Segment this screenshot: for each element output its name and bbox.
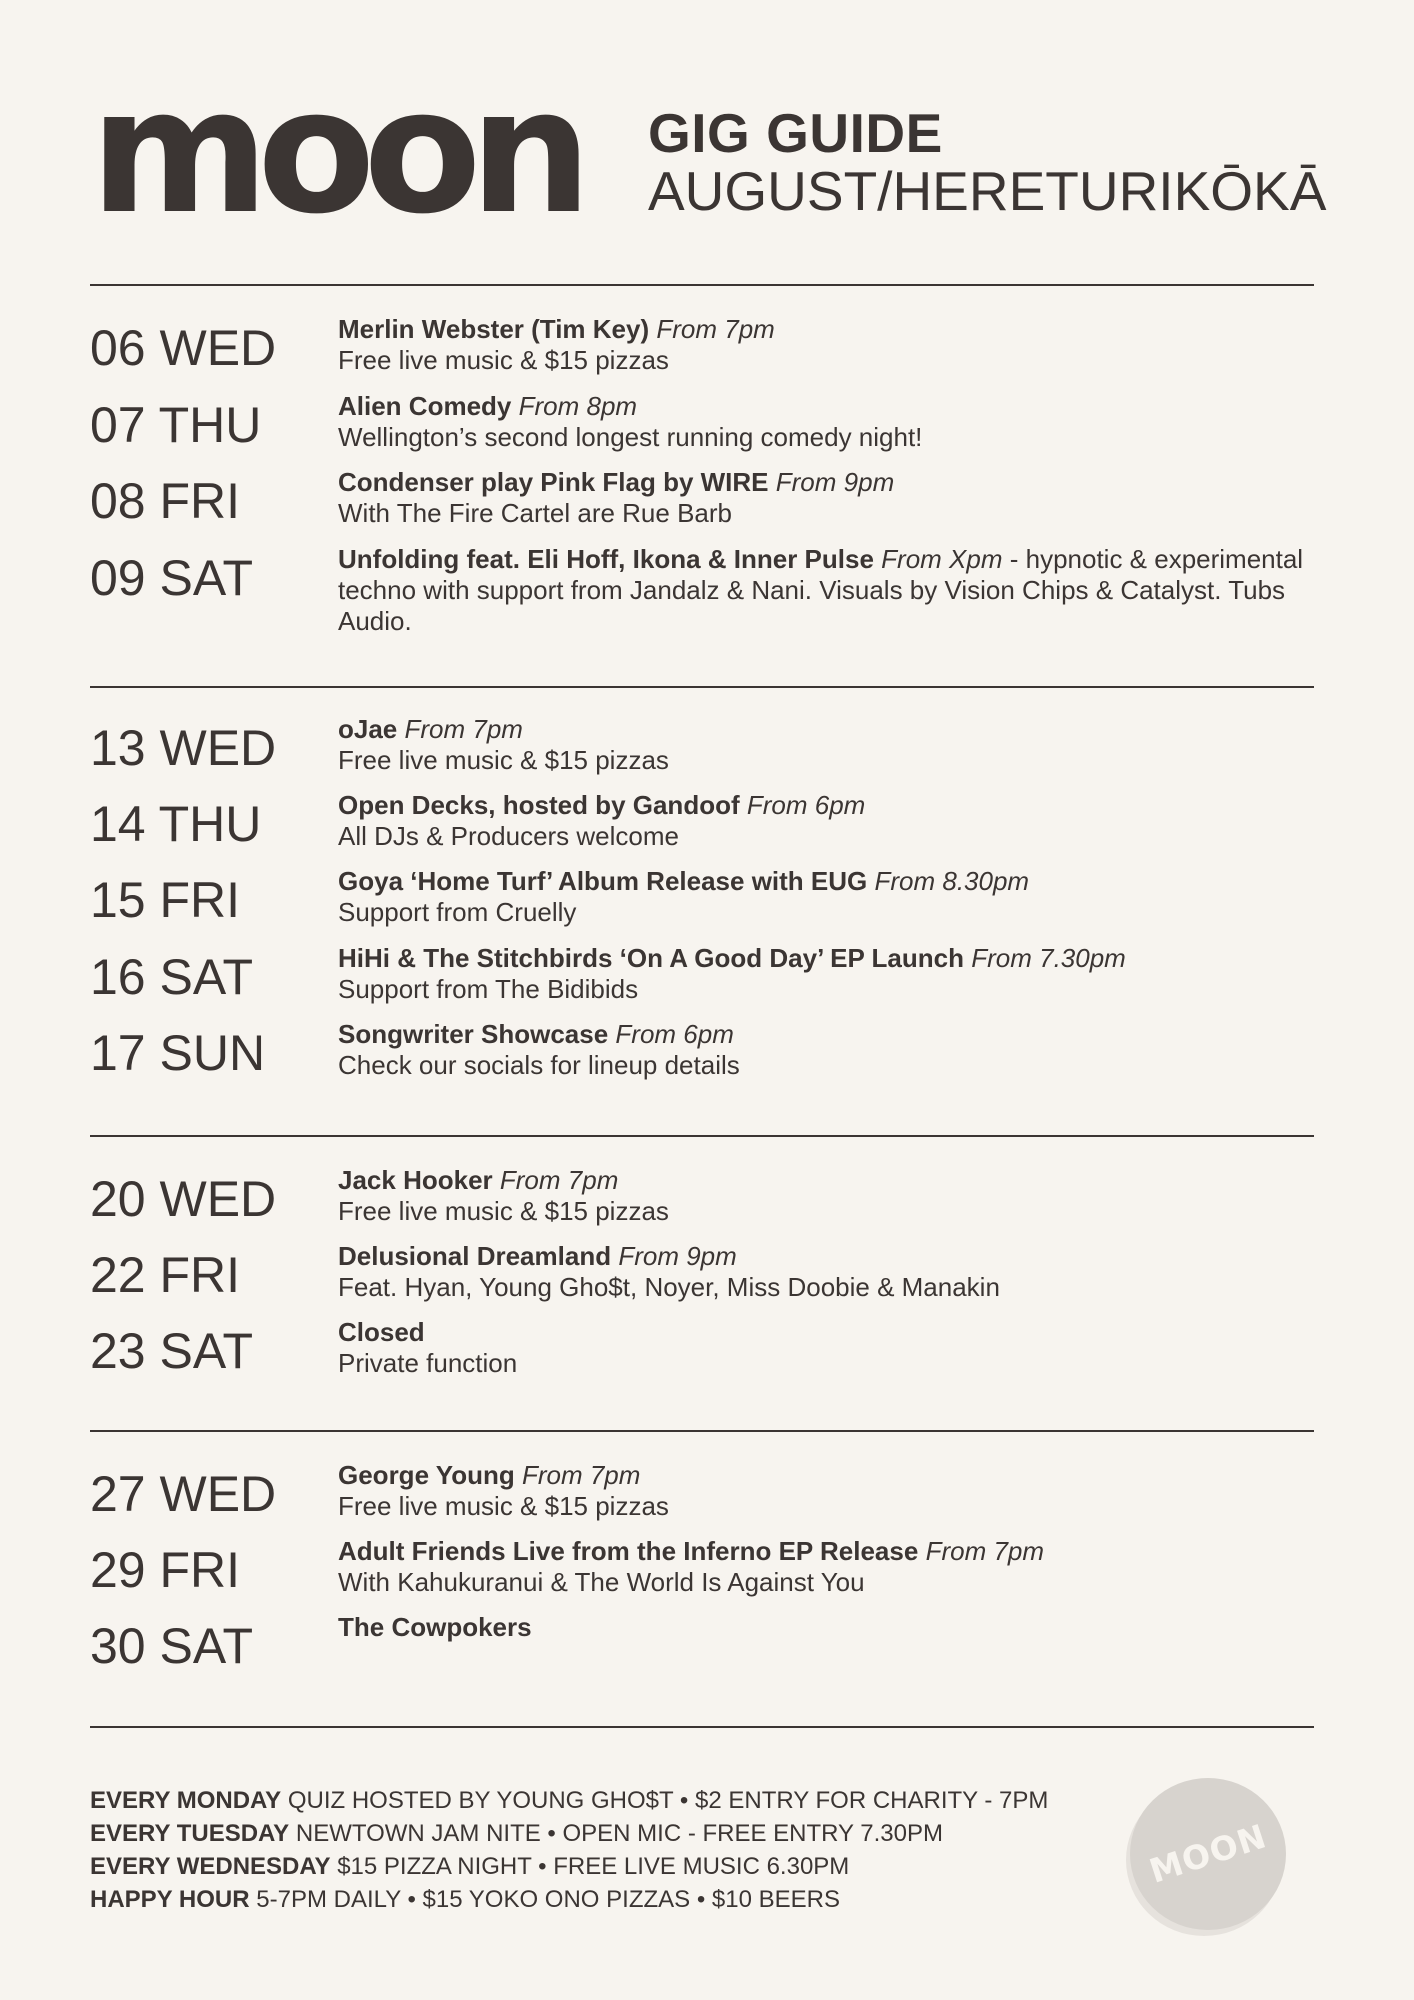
bottom-divider — [90, 1726, 1314, 1728]
gig-date: 27 WED — [90, 1466, 277, 1522]
gig-description: Check our socials for lineup details — [338, 1050, 740, 1080]
gig-description: Free live music & $15 pizzas — [338, 1196, 669, 1226]
gig-name: Open Decks, hosted by Gandoof — [338, 790, 740, 820]
gig-info — [338, 1612, 1338, 1643]
gig-name: George Young — [338, 1460, 515, 1490]
week-section — [90, 686, 1314, 1081]
gig-date: 29 FRI — [90, 1542, 241, 1598]
gig-description: All DJs & Producers welcome — [338, 821, 679, 851]
week-section — [90, 1430, 1314, 1674]
gig-description: With The Fire Cartel are Rue Barb — [338, 498, 732, 528]
gig-info — [338, 790, 1338, 852]
gig-time: From 9pm — [618, 1241, 737, 1271]
gig-time: From 6pm — [615, 1019, 734, 1049]
page-subtitle: AUGUST/HERETURIKŌKĀ — [648, 160, 1327, 222]
gig-headline — [338, 1536, 1338, 1567]
gig-name: Closed — [338, 1317, 425, 1347]
gig-time: From 6pm — [746, 790, 866, 820]
gig-date: 06 WED — [90, 320, 277, 376]
gig-info — [338, 1460, 1338, 1522]
gig-date: 23 SAT — [90, 1323, 254, 1379]
gig-headline — [338, 391, 1338, 422]
gig-extra: - hypnotic & experimental techno with support from Jandalz & Nani. Visuals by Vision Chips & Catalyst. Tubs Audio. — [338, 544, 1304, 636]
gig-date: 15 FRI — [90, 872, 241, 928]
gig-info — [338, 314, 1338, 376]
gig-headline — [338, 943, 1338, 974]
gig-info — [338, 1317, 1338, 1379]
special-line: EVERY MONDAY QUIZ HOSTED BY YOUNG GHO$T • $2 ENTRY FOR CHARITY - 7PM — [90, 1787, 1049, 1814]
gig-name: oJae — [338, 714, 398, 744]
gig-name: Unfolding feat. Eli Hoff, Ikona & Inner Pulse — [338, 544, 874, 574]
gig-time: From 7pm — [499, 1165, 619, 1195]
gig-name: The Cowpokers — [338, 1612, 532, 1642]
gig-description: Free live music & $15 pizzas — [338, 1491, 669, 1521]
gig-info — [338, 1165, 1338, 1227]
week-section — [90, 284, 1314, 636]
gig-name: Merlin Webster (Tim Key) — [338, 314, 650, 344]
gig-name: Songwriter Showcase — [338, 1019, 609, 1049]
gig-description: Feat. Hyan, Young Gho$t, Noyer, Miss Doobie & Manakin — [338, 1272, 1000, 1302]
gig-description: Support from Cruelly — [338, 897, 577, 927]
gig-date: 13 WED — [90, 720, 277, 776]
gig-info — [338, 544, 1338, 637]
gig-name: HiHi & The Stitchbirds ‘On A Good Day’ EP Launch — [338, 943, 964, 973]
gig-date: 30 SAT — [90, 1618, 254, 1674]
gig-description: Free live music & $15 pizzas — [338, 745, 669, 775]
gig-name: Adult Friends Live from the Inferno EP Release — [338, 1536, 919, 1566]
gig-info — [338, 467, 1338, 529]
gig-description: Private function — [338, 1348, 518, 1378]
gig-time: From 8pm — [518, 391, 638, 421]
week-section — [90, 1135, 1314, 1379]
gig-info — [338, 943, 1338, 1005]
gig-time: From 8.30pm — [874, 866, 1030, 896]
gig-info — [338, 866, 1338, 928]
gig-name: Goya ‘Home Turf’ Album Release with EUG — [338, 866, 868, 896]
moon-logo: moon — [90, 51, 581, 252]
gig-date: 22 FRI — [90, 1247, 241, 1303]
gig-time: From 7pm — [521, 1460, 641, 1490]
gig-date: 17 SUN — [90, 1025, 266, 1081]
gig-time: From 9pm — [775, 467, 895, 497]
gig-name: Alien Comedy — [338, 391, 512, 421]
gig-headline — [338, 866, 1338, 897]
gig-headline — [338, 1165, 1338, 1196]
gig-description: Support from The Bidibids — [338, 974, 639, 1004]
moon-badge-logo: MOON — [1130, 1778, 1286, 1930]
gig-date: 20 WED — [90, 1171, 277, 1227]
gig-date: 09 SAT — [90, 550, 254, 606]
gig-info — [338, 714, 1338, 776]
gig-name: Jack Hooker — [338, 1165, 493, 1195]
gig-headline — [338, 1241, 1338, 1272]
gig-description: With Kahukuranui & The World Is Against You — [338, 1567, 865, 1597]
gig-info — [338, 1536, 1338, 1598]
gig-headline — [338, 544, 1338, 637]
gig-name: Delusional Dreamland — [338, 1241, 612, 1271]
gig-headline — [338, 1612, 1338, 1643]
gig-info — [338, 1241, 1338, 1303]
gig-headline — [338, 1019, 1338, 1050]
gig-time: From 7pm — [925, 1536, 1045, 1566]
gig-date: 08 FRI — [90, 473, 241, 529]
gig-headline — [338, 467, 1338, 498]
gig-headline — [338, 1460, 1338, 1491]
gig-headline — [338, 314, 1338, 345]
gig-time: From 7.30pm — [971, 943, 1126, 973]
gig-description: Wellington’s second longest running comedy night! — [338, 422, 923, 452]
special-line: EVERY WEDNESDAY $15 PIZZA NIGHT • FREE LIVE MUSIC 6.30PM — [90, 1853, 850, 1880]
weekly-specials — [90, 1784, 1140, 1916]
gig-time: From 7pm — [404, 714, 523, 744]
title-block — [648, 102, 1327, 222]
gig-headline — [338, 790, 1338, 821]
gig-info — [338, 391, 1338, 453]
page-title: GIG GUIDE — [648, 102, 943, 164]
gig-time: From Xpm — [881, 544, 1003, 574]
gig-date: 07 THU — [90, 397, 262, 453]
gig-date: 16 SAT — [90, 949, 254, 1005]
special-line: HAPPY HOUR 5-7PM DAILY • $15 YOKO ONO PIZZAS • $10 BEERS — [90, 1886, 840, 1913]
header — [90, 51, 1327, 252]
special-line: EVERY TUESDAY NEWTOWN JAM NITE • OPEN MIC - FREE ENTRY 7.30PM — [90, 1820, 944, 1847]
gig-time: From 7pm — [656, 314, 775, 344]
gig-date: 14 THU — [90, 796, 262, 852]
gig-headline — [338, 714, 1338, 745]
gig-info — [338, 1019, 1338, 1081]
gig-name: Condenser play Pink Flag by WIRE — [338, 467, 769, 497]
gig-headline — [338, 1317, 1338, 1348]
gig-description: Free live music & $15 pizzas — [338, 345, 669, 375]
